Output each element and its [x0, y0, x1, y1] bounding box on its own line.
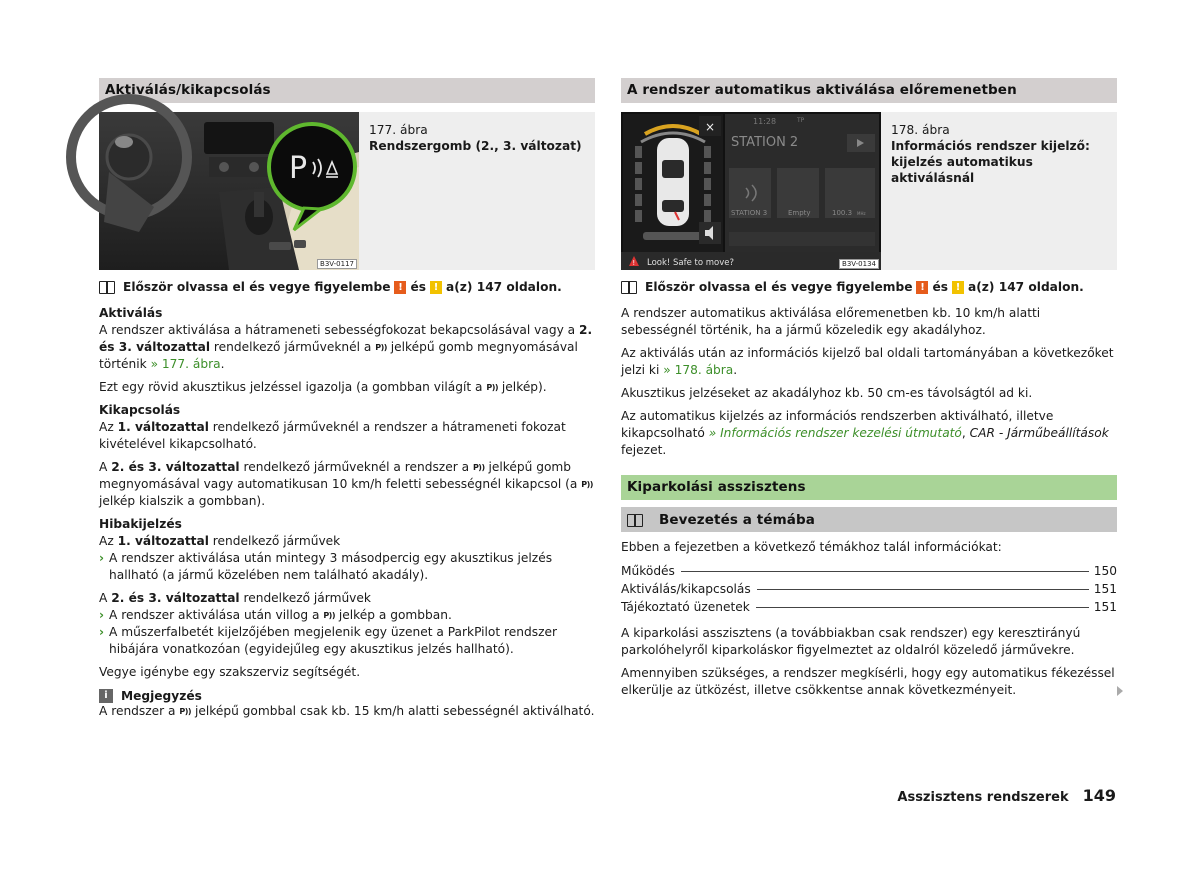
- activation-heading: Aktiválás: [99, 306, 163, 320]
- note-heading: i Megjegyzés: [99, 689, 595, 703]
- parking-sensor-icon: P)): [581, 480, 593, 489]
- car-interior-illustration: [99, 112, 359, 270]
- parking-sensor-icon: P)): [472, 463, 485, 472]
- parking-sensor-icon: P)): [486, 383, 499, 392]
- list-item: › A műszerfalbetét kijelzőjében megjelenik egy üzenet a ParkPilot rendszer hibájára vonatkozóan (egyidejűleg egy akusztikus jelzés hallható).: [99, 625, 557, 656]
- screen-tile-1: STATION 3: [731, 209, 768, 217]
- auto-paragraph-2: Az aktiválás után az információs kijelző bal oldali tartományában a következőket jelzi ki » 178. ábra.: [621, 346, 1114, 377]
- figure-177: [99, 112, 595, 270]
- list-item: › A rendszer aktiválása után mintegy 3 másodpercig egy akusztikus jelzés hallható (a jármű közelében nem található akadály).: [99, 551, 553, 582]
- screen-tile-3-unit: MHz: [857, 211, 866, 216]
- figure-177-link[interactable]: » 177. ábra: [150, 357, 221, 371]
- svg-text:P: P: [289, 151, 308, 186]
- figure-178-title: Információs rendszer kijelző: kijelzés automatikus aktiválásnál: [891, 139, 1090, 185]
- figure-177-code: B3V-0117: [317, 259, 357, 269]
- warning-red-icon: !: [916, 281, 928, 294]
- section-title-activation: Aktiválás/kikapcsolás: [99, 78, 595, 103]
- right-column: [621, 78, 1117, 699]
- left-column: [99, 78, 595, 720]
- screen-time: 11:28: [753, 117, 777, 126]
- parking-sensor-icon: P)): [179, 707, 192, 716]
- warning-yellow-icon: !: [430, 281, 442, 294]
- figure-177-image: [99, 112, 359, 270]
- figure-178-image: [621, 112, 881, 270]
- screen-station: STATION 2: [731, 135, 799, 150]
- page-number: 149: [1082, 786, 1116, 805]
- read-first-warning: [99, 278, 595, 296]
- fault-variant-2: A 2. és 3. változattal rendelkező járművek: [99, 591, 371, 605]
- warning-text-a: Először olvassa el és vegye figyelembe: [123, 280, 391, 294]
- page-footer: [897, 786, 1116, 805]
- auto-paragraph-4: Az automatikus kijelzés az információs rendszerben aktiválható, illetve kikapcsolható » Információs rendszer kezelési útmutató, CAR - Járműbeállítások fejezet.: [621, 409, 1109, 457]
- list-item: › A rendszer aktiválása után villog a P)) jelkép a gombban.: [99, 608, 452, 622]
- fault-heading: Hibakijelzés: [99, 517, 182, 531]
- footer-section-title: Asszisztens rendszerek: [897, 790, 1069, 805]
- infotainment-screen-illustration: [621, 112, 881, 270]
- deactivation-paragraph-2: A 2. és 3. változattal rendelkező járműveknél a rendszer a P)) jelképű gomb megnyomásával vagy automatikusan 10 km/h feletti sebességnél kikapcsol (a P)) jelkép kialszik a gombban).: [99, 460, 593, 508]
- book-icon: [621, 281, 637, 293]
- list-item[interactable]: Működés 150: [621, 564, 1117, 578]
- intro-heading: Bevezetés a témába: [621, 507, 1117, 532]
- section-title-auto-activation: A rendszer automatikus aktiválása előremenetben: [621, 78, 1117, 103]
- close-icon: ×: [705, 120, 716, 134]
- intro-text: Ebben a fejezetben a következő témákhoz talál információkat:: [621, 540, 1002, 554]
- figure-178-number: 178. ábra: [891, 123, 950, 137]
- auto-paragraph-1: A rendszer automatikus aktiválása előremenetben kb. 10 km/h alatti sebességnél történik, ha a jármű közeledik egy akadályhoz.: [621, 306, 1041, 337]
- auto-paragraph-3: Akusztikus jelzéseket az akadályhoz kb. 50 cm-es távolságtól ad ki.: [621, 386, 1033, 400]
- book-icon: [99, 281, 115, 293]
- activation-paragraph-2: Ezt egy rövid akusztikus jelzéssel igazolja (a gombban világít a P)) jelkép).: [99, 380, 547, 394]
- warning-and: és: [932, 280, 949, 294]
- warning-and: és: [410, 280, 427, 294]
- exit-assist-paragraph-1: A kiparkolási asszisztens (a továbbiakban csak rendszer) egy keresztirányú parkolóhelyről kiparkoláskor figyelmeztet az oldalról közeledő járművekre.: [621, 626, 1081, 657]
- section-title-exit-assist: Kiparkolási asszisztens: [621, 475, 1117, 500]
- list-item[interactable]: Aktiválás/kikapcsolás 151: [621, 582, 1117, 596]
- fault-service-text: Vegye igénybe egy szakszerviz segítségét.: [99, 665, 361, 679]
- figure-177-title: Rendszergomb (2., 3. változat): [369, 139, 582, 153]
- parking-sensor-icon: P)): [323, 611, 335, 620]
- read-first-warning: [621, 278, 1117, 296]
- activation-paragraph-1: A rendszer aktiválása a hátrameneti sebességfokozat bekapcsolásával vagy a 2. és 3. változattal rendelkező járműveknél a P)) jelképű gomb megnyomásával történik » 177. ábra.: [99, 323, 593, 371]
- svg-text:!: !: [632, 259, 636, 267]
- warning-yellow-icon: !: [952, 281, 964, 294]
- figure-177-caption: [359, 112, 592, 270]
- figure-178-caption: [881, 112, 1117, 270]
- figure-178: [621, 112, 1117, 270]
- warning-text-b: a(z) 147 oldalon.: [968, 280, 1084, 294]
- figure-178-code: B3V-0134: [839, 259, 879, 269]
- warning-text-b: a(z) 147 oldalon.: [446, 280, 562, 294]
- infosystem-manual-link[interactable]: » Információs rendszer kezelési útmutató: [708, 426, 962, 440]
- topic-list: [621, 562, 1117, 616]
- screen-tp: TP: [797, 117, 805, 124]
- warning-text-a: Először olvassa el és vegye figyelembe: [645, 280, 913, 294]
- figure-177-number: 177. ábra: [369, 123, 428, 137]
- fault-variant-1: Az 1. változattal rendelkező járművek: [99, 534, 341, 548]
- info-icon: i: [99, 689, 113, 703]
- list-item[interactable]: Tájékoztató üzenetek 151: [621, 600, 1117, 614]
- screen-warning-text: Look! Safe to move?: [647, 258, 735, 268]
- parking-sensor-icon: P)): [375, 343, 387, 352]
- exit-assist-paragraph-2: Amennyiben szükséges, a rendszer megkísérli, hogy egy automatikus fékezéssel elkerülje az ütközést, illetve csökkentse annak következményeit.: [621, 666, 1115, 697]
- screen-tile-3: 100.3: [832, 209, 853, 217]
- continue-arrow-icon: [1117, 686, 1123, 696]
- book-icon: [627, 514, 643, 526]
- note-text: A rendszer a P)) jelképű gombbal csak kb. 15 km/h alatti sebességnél aktiválható.: [99, 704, 595, 718]
- screen-tile-2: Empty: [788, 209, 811, 217]
- deactivation-paragraph-1: Az 1. változattal rendelkező járműveknél a rendszer a hátrameneti fokozat kivételével kikapcsolható.: [99, 420, 566, 451]
- figure-178-link[interactable]: » 178. ábra: [663, 363, 734, 377]
- deactivation-heading: Kikapcsolás: [99, 403, 181, 417]
- warning-red-icon: !: [394, 281, 406, 294]
